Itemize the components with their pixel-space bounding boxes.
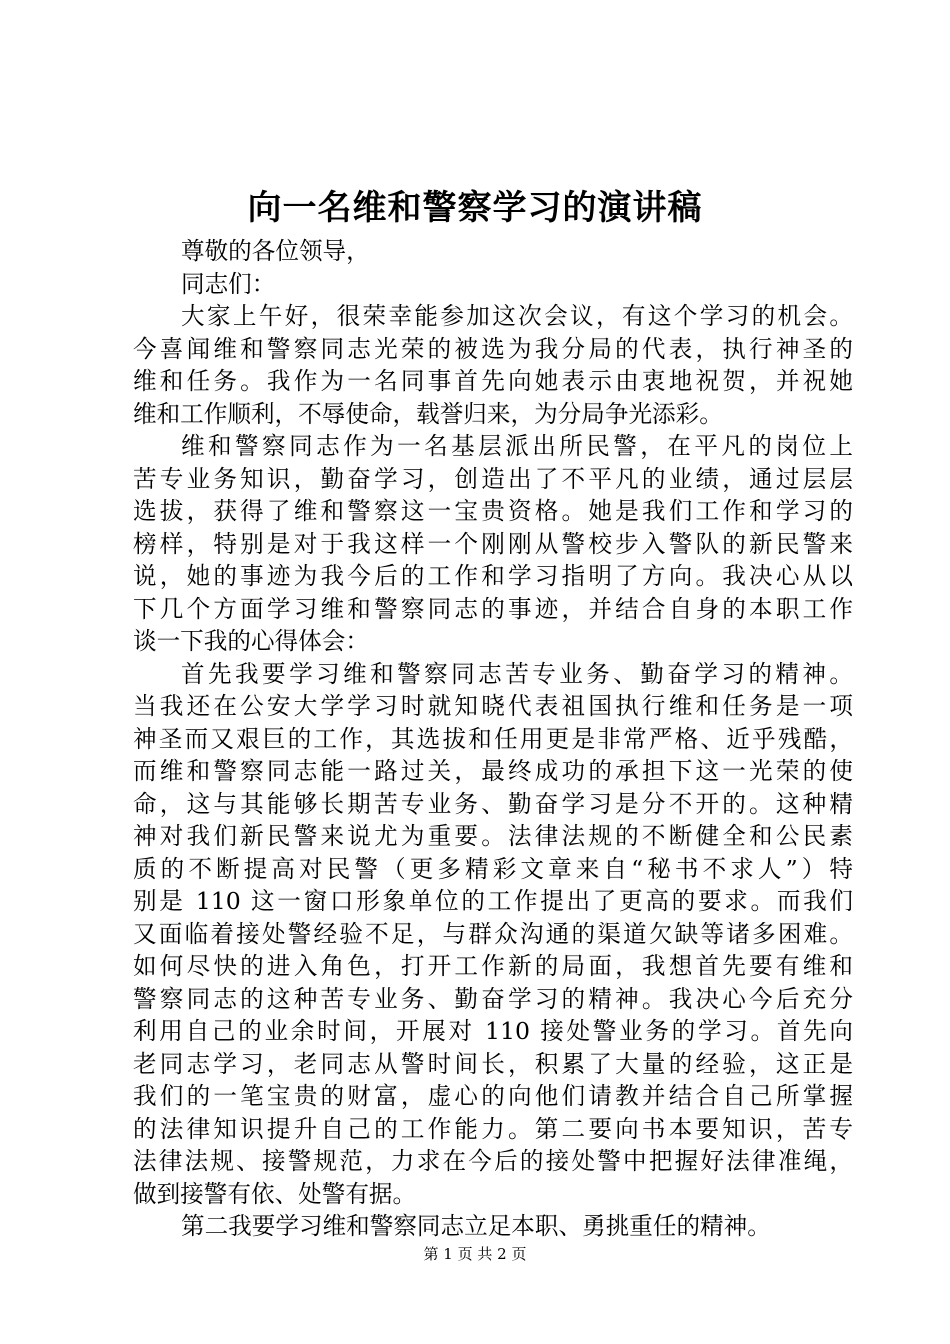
text-line: 榜样，特别是对于我这样一个刚刚从警校步入警队的新民警来 xyxy=(133,529,853,558)
text-line: 第二我要学习维和警察同志立足本职、勇挑重任的精神。 xyxy=(181,1212,771,1240)
text-line: 大家上午好，很荣幸能参加这次会议，有这个学习的机会。 xyxy=(181,302,853,330)
text-line: 首先我要学习维和警察同志苦专业务、勤奋学习的精神。 xyxy=(181,659,853,688)
text-line: 质的不断提高对民警（更多精彩文章来自“秘书不求人”）特 xyxy=(133,854,853,883)
text-line: 同志们： xyxy=(181,269,276,298)
text-line: 维和任务。我作为一名同事首先向她表示由衷地祝贺，并祝她 xyxy=(133,367,853,395)
page-footer: 第 1 页 共 2 页 xyxy=(423,1245,527,1263)
text-line: 老同志学习，老同志从警时间长，积累了大量的经验，这正是 xyxy=(133,1049,853,1078)
text-line: 苦专业务知识，勤奋学习，创造出了不平凡的业绩，通过层层 xyxy=(133,464,853,493)
text-line: 今喜闻维和警察同志光荣的被选为我分局的代表，执行神圣的 xyxy=(133,334,853,363)
text-line: 如何尽快的进入角色，打开工作新的局面，我想首先要有维和 xyxy=(133,952,853,980)
text-line: 下几个方面学习维和警察同志的事迹，并结合自身的本职工作 xyxy=(133,594,853,623)
text-line: 维和工作顺利，不辱使命，载誉归来，为分局争光添彩。 xyxy=(133,399,723,428)
text-line: 神对我们新民警来说尤为重要。法律法规的不断健全和公民素 xyxy=(133,822,853,850)
text-line: 而维和警察同志能一路过关，最终成功的承担下这一光荣的使 xyxy=(133,757,853,785)
text-line: 说，她的事迹为我今后的工作和学习指明了方向。我决心从以 xyxy=(133,562,853,590)
text-line: 利用自己的业余时间，开展对 110 接处警业务的学习。首先向 xyxy=(133,1017,853,1045)
text-line: 我们的一笔宝贵的财富，虚心的向他们请教并结合自己所掌握 xyxy=(133,1082,853,1110)
text-line: 又面临着接处警经验不足，与群众沟通的渠道欠缺等诸多困难。 xyxy=(133,919,853,948)
text-line: 谈一下我的心得体会： xyxy=(133,627,369,655)
text-line: 选拔，获得了维和警察这一宝贵资格。她是我们工作和学习的 xyxy=(133,497,853,525)
text-line: 维和警察同志作为一名基层派出所民警，在平凡的岗位上 xyxy=(181,432,853,460)
text-line: 神圣而又艰巨的工作，其选拔和任用更是非常严格、近乎残酷， xyxy=(133,724,853,753)
text-line: 法律法规、接警规范，力求在今后的接处警中把握好法律准绳， xyxy=(133,1147,853,1175)
document-title: 向一名维和警察学习的演讲稿 xyxy=(247,188,703,228)
text-line: 警察同志的这种苦专业务、勤奋学习的精神。我决心今后充分 xyxy=(133,984,853,1013)
text-line: 命，这与其能够长期苦专业务、勤奋学习是分不开的。这种精 xyxy=(133,789,853,818)
text-line: 当我还在公安大学学习时就知晓代表祖国执行维和任务是一项 xyxy=(133,692,853,720)
document-body xyxy=(133,235,853,1243)
text-line: 的法律知识提升自己的工作能力。第二要向书本要知识，苦专 xyxy=(133,1114,853,1143)
text-line: 做到接警有依、处警有据。 xyxy=(133,1179,417,1208)
text-line: 尊敬的各位领导， xyxy=(181,237,370,265)
text-line: 别是 110 这一窗口形象单位的工作提出了更高的要求。而我们 xyxy=(133,887,853,915)
